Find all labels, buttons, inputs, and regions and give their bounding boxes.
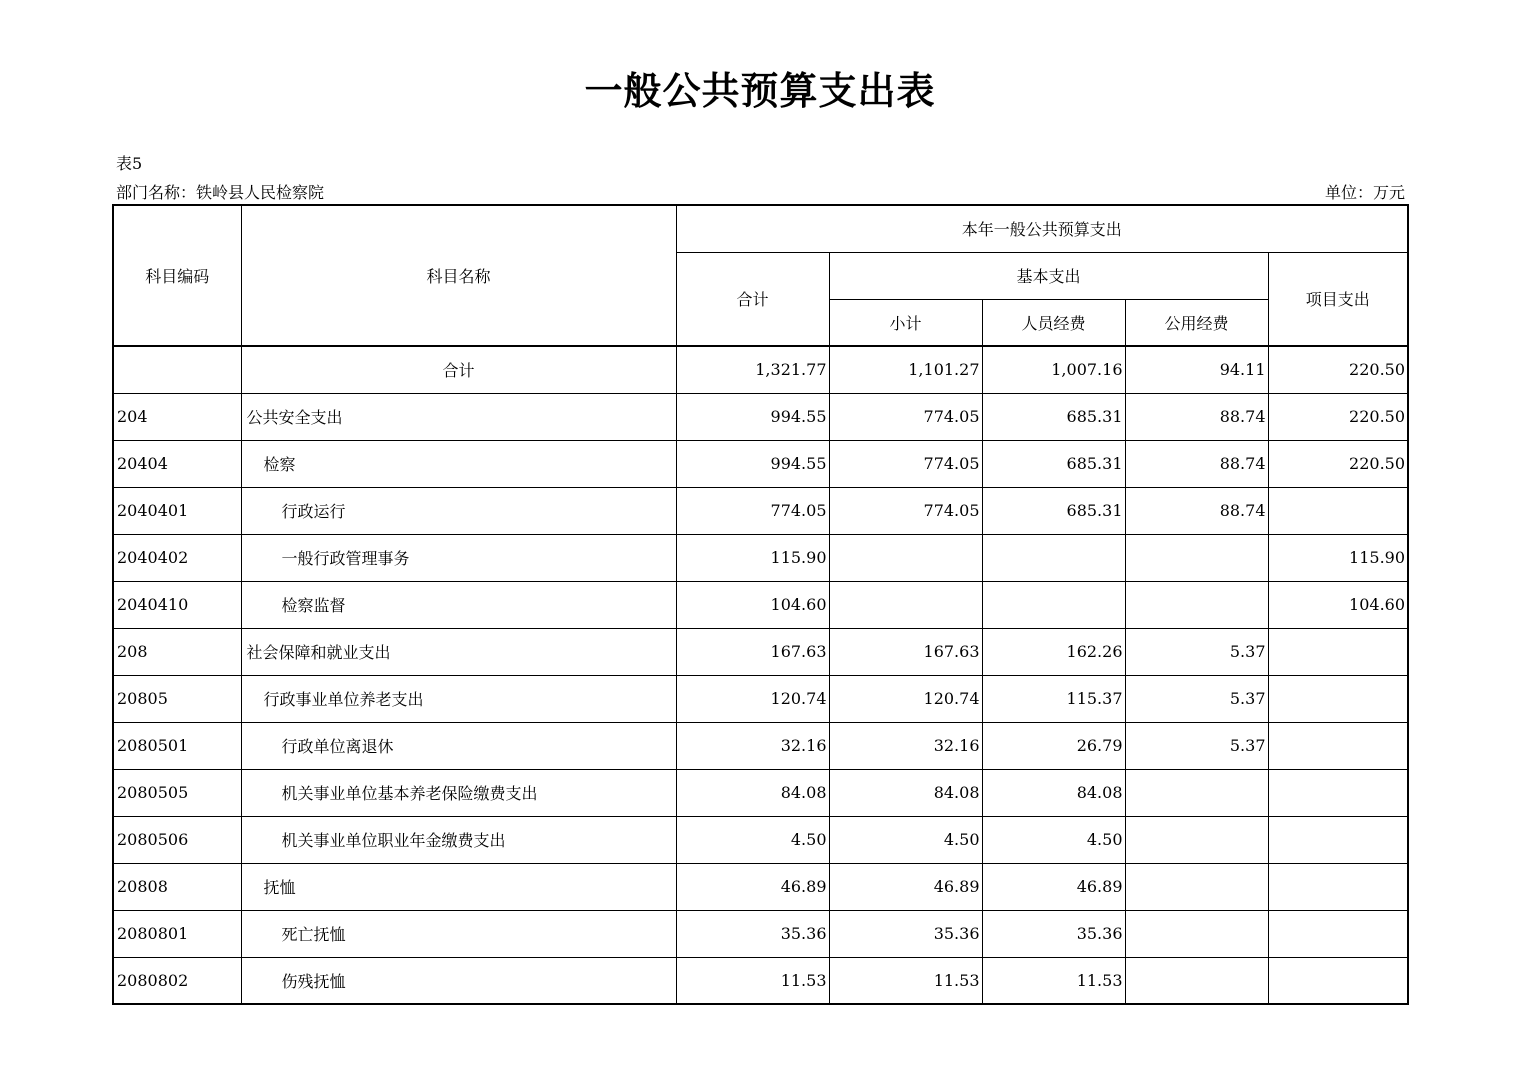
table-number: 表5 [116, 154, 143, 173]
cell-name: 公共安全支出 [241, 393, 676, 440]
cell-total: 115.90 [676, 534, 829, 581]
cell-subtotal: 774.05 [829, 393, 982, 440]
cell-name: 检察 [241, 440, 676, 487]
cell-personnel: 685.31 [982, 440, 1125, 487]
page-title: 一般公共预算支出表 [584, 69, 936, 113]
cell-public [1125, 581, 1268, 628]
header-personnel: 人员经费 [982, 299, 1125, 346]
cell-project [1268, 816, 1408, 863]
cell-name: 行政运行 [241, 487, 676, 534]
cell-project: 220.50 [1268, 346, 1408, 393]
cell-project [1268, 769, 1408, 816]
cell-code: 208 [113, 628, 241, 675]
cell-public: 88.74 [1125, 487, 1268, 534]
cell-project: 220.50 [1268, 393, 1408, 440]
cell-public: 5.37 [1125, 628, 1268, 675]
cell-subtotal: 35.36 [829, 910, 982, 957]
header-total: 合计 [676, 252, 829, 346]
cell-name: 伤残抚恤 [241, 957, 676, 1004]
table-row [113, 675, 1408, 722]
cell-name: 合计 [241, 346, 676, 393]
cell-name: 死亡抚恤 [241, 910, 676, 957]
cell-public [1125, 816, 1268, 863]
cell-personnel: 685.31 [982, 393, 1125, 440]
cell-subtotal: 32.16 [829, 722, 982, 769]
table-row [113, 957, 1408, 1004]
cell-public [1125, 863, 1268, 910]
table-row [113, 816, 1408, 863]
cell-project [1268, 863, 1408, 910]
cell-total: 120.74 [676, 675, 829, 722]
cell-name: 行政事业单位养老支出 [241, 675, 676, 722]
cell-subtotal [829, 581, 982, 628]
table-row [113, 393, 1408, 440]
cell-total: 104.60 [676, 581, 829, 628]
table-row [113, 581, 1408, 628]
cell-subtotal: 167.63 [829, 628, 982, 675]
table-header [113, 205, 1408, 346]
cell-code: 20808 [113, 863, 241, 910]
table-row [113, 722, 1408, 769]
cell-code: 204 [113, 393, 241, 440]
cell-subtotal: 4.50 [829, 816, 982, 863]
cell-personnel: 685.31 [982, 487, 1125, 534]
header-name: 科目名称 [241, 205, 676, 346]
cell-code: 2040401 [113, 487, 241, 534]
cell-code: 2080505 [113, 769, 241, 816]
cell-code: 2080802 [113, 957, 241, 1004]
unit-label: 单位：万元 [1324, 183, 1405, 202]
cell-personnel [982, 534, 1125, 581]
cell-total: 35.36 [676, 910, 829, 957]
cell-public: 88.74 [1125, 393, 1268, 440]
cell-subtotal: 84.08 [829, 769, 982, 816]
cell-total: 84.08 [676, 769, 829, 816]
cell-total: 4.50 [676, 816, 829, 863]
cell-personnel: 115.37 [982, 675, 1125, 722]
cell-name: 检察监督 [241, 581, 676, 628]
cell-public [1125, 769, 1268, 816]
header-subtotal: 小计 [829, 299, 982, 346]
header-current-year: 本年一般公共预算支出 [676, 205, 1408, 252]
cell-project [1268, 957, 1408, 1004]
cell-project: 115.90 [1268, 534, 1408, 581]
cell-public: 88.74 [1125, 440, 1268, 487]
table-row [113, 769, 1408, 816]
cell-subtotal: 11.53 [829, 957, 982, 1004]
cell-total: 167.63 [676, 628, 829, 675]
cell-name: 机关事业单位基本养老保险缴费支出 [241, 769, 676, 816]
cell-project [1268, 910, 1408, 957]
cell-code: 2080801 [113, 910, 241, 957]
cell-project [1268, 487, 1408, 534]
header-basic: 基本支出 [829, 252, 1268, 299]
header-public: 公用经费 [1125, 299, 1268, 346]
cell-public: 94.11 [1125, 346, 1268, 393]
cell-subtotal: 120.74 [829, 675, 982, 722]
cell-subtotal: 774.05 [829, 487, 982, 534]
cell-public: 5.37 [1125, 722, 1268, 769]
cell-name: 抚恤 [241, 863, 676, 910]
cell-total: 994.55 [676, 440, 829, 487]
cell-code: 2040402 [113, 534, 241, 581]
cell-personnel [982, 581, 1125, 628]
cell-code: 2040410 [113, 581, 241, 628]
cell-total: 994.55 [676, 393, 829, 440]
cell-total: 1,321.77 [676, 346, 829, 393]
cell-code: 20404 [113, 440, 241, 487]
table-row [113, 910, 1408, 957]
header-project: 项目支出 [1268, 252, 1408, 346]
table-row [113, 863, 1408, 910]
cell-public [1125, 957, 1268, 1004]
cell-project: 220.50 [1268, 440, 1408, 487]
cell-public [1125, 910, 1268, 957]
cell-personnel: 35.36 [982, 910, 1125, 957]
department-name: 部门名称：铁岭县人民检察院 [116, 183, 325, 202]
cell-personnel: 1,007.16 [982, 346, 1125, 393]
table-row-total [113, 346, 1408, 393]
budget-table [112, 204, 1409, 1005]
cell-project [1268, 675, 1408, 722]
cell-subtotal: 1,101.27 [829, 346, 982, 393]
cell-personnel: 4.50 [982, 816, 1125, 863]
cell-public [1125, 534, 1268, 581]
table-row [113, 534, 1408, 581]
table-row [113, 440, 1408, 487]
cell-project: 104.60 [1268, 581, 1408, 628]
cell-code: 2080506 [113, 816, 241, 863]
cell-code: 20805 [113, 675, 241, 722]
cell-code: 2080501 [113, 722, 241, 769]
cell-code [113, 346, 241, 393]
cell-name: 社会保障和就业支出 [241, 628, 676, 675]
table-row [113, 487, 1408, 534]
cell-project [1268, 628, 1408, 675]
header-code: 科目编码 [113, 205, 241, 346]
cell-public: 5.37 [1125, 675, 1268, 722]
table-body [113, 346, 1408, 1004]
cell-personnel: 11.53 [982, 957, 1125, 1004]
table-row [113, 628, 1408, 675]
cell-total: 11.53 [676, 957, 829, 1004]
cell-subtotal: 46.89 [829, 863, 982, 910]
cell-total: 774.05 [676, 487, 829, 534]
cell-personnel: 26.79 [982, 722, 1125, 769]
cell-subtotal: 774.05 [829, 440, 982, 487]
cell-total: 32.16 [676, 722, 829, 769]
cell-name: 一般行政管理事务 [241, 534, 676, 581]
cell-personnel: 162.26 [982, 628, 1125, 675]
cell-project [1268, 722, 1408, 769]
cell-personnel: 84.08 [982, 769, 1125, 816]
cell-name: 行政单位离退休 [241, 722, 676, 769]
cell-name: 机关事业单位职业年金缴费支出 [241, 816, 676, 863]
cell-total: 46.89 [676, 863, 829, 910]
cell-subtotal [829, 534, 982, 581]
cell-personnel: 46.89 [982, 863, 1125, 910]
